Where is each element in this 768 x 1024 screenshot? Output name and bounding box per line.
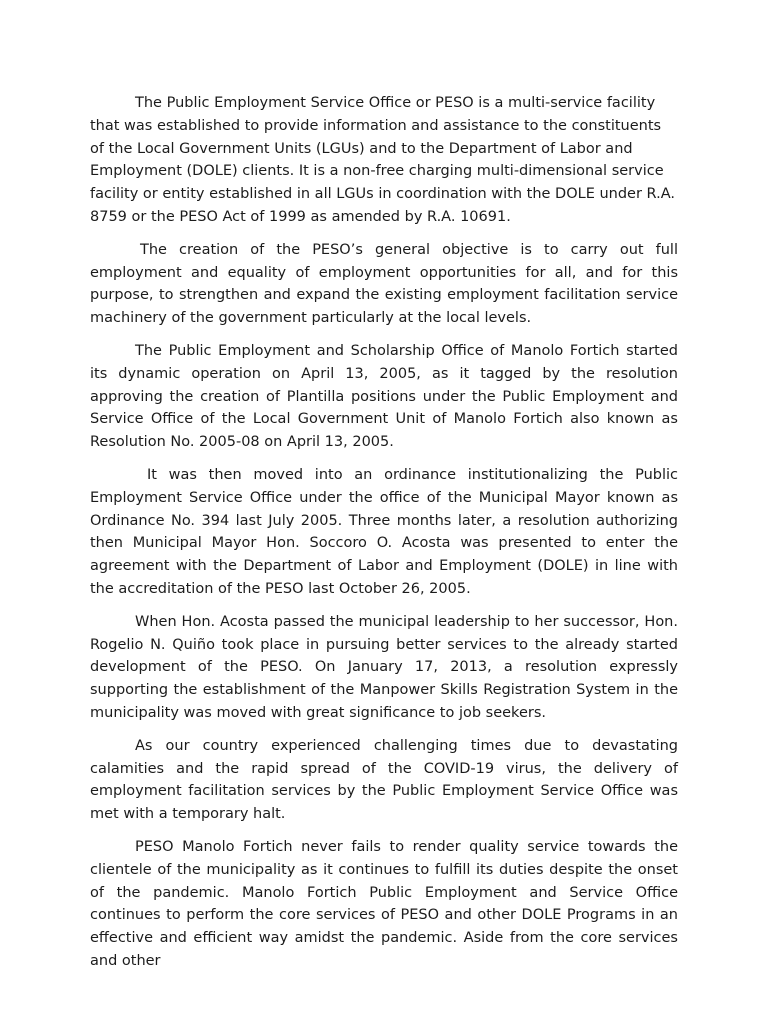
paragraph-peso-definition: The Public Employment Service Office or PESO is a multi-service facility that was established to provide information and assistance to the constituents of the Local Government Units (LGUs) and to the Department of Labor and Employment (DOLE) clients. It is a non-free charging multi-dimensional service facility or entity established in all LGUs in coordination with the DOLE under R.A. 8759 or the PESO Act of 1999 as amended by R.A. 10691. bbox=[90, 95, 675, 225]
paragraph-ordinance: It was then moved into an ordinance institutionalizing the Public Employment Service Office under the office of the Municipal Mayor known as Ordinance No. 394 last July 2005. Three months later, a resolution authorizing then Municipal Mayor Hon. Soccoro O. Acosta was presented to enter the agreement with the Department of Labor and Employment (DOLE) in line with the accreditation of the PESO last October 26, 2005. bbox=[90, 466, 678, 597]
document-body bbox=[90, 92, 678, 973]
paragraph-peso-start: The Public Employment and Scholarship Office of Manolo Fortich started its dynamic operation on April 13, 2005, as it tagged by the resolution approving the creation of Plantilla positions under the Public Employment and Service Office of the Local Government Unit of Manolo Fortich also known as Resolution No. 2005-08 on April 13, 2005. bbox=[90, 342, 678, 451]
paragraph-successor: When Hon. Acosta passed the municipal leadership to her successor, Hon. Rogelio N. Quiño took place in pursuing better services to the already started development of the PESO. On January 17, 2013, a resolution expressly supporting the establishment of the Manpower Skills Registration System in the municipality was moved with great significance to job seekers. bbox=[90, 613, 678, 721]
paragraph-peso-objective: The creation of the PESO’s general objective is to carry out full employment and equality of employment opportunities for all, and for this purpose, to strengthen and expand the existing employment facilitation service machinery of the government particularly at the local levels. bbox=[90, 241, 678, 327]
paragraph-covid: As our country experienced challenging times due to devastating calamities and the rapid spread of the COVID-19 virus, the delivery of employment facilitation services by the Public Employment Service Office was met with a temporary halt. bbox=[90, 737, 678, 823]
paragraph-quality-service: PESO Manolo Fortich never fails to render quality service towards the clientele of the municipality as it continues to fulfill its duties despite the onset of the pandemic. Manolo Fortich Public Employment and Service Office continues to perform the core services of PESO and other DOLE Programs in an effective and efficient way amidst the pandemic. Aside from the core services and other bbox=[90, 838, 678, 969]
